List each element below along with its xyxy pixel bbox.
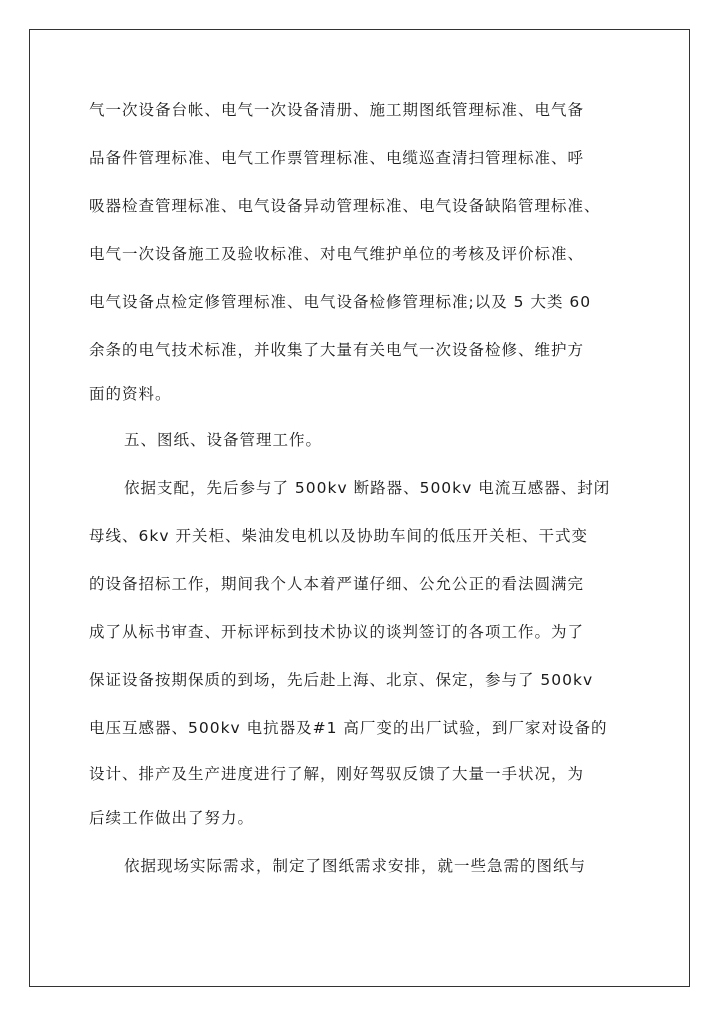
paragraph-start: 依据支配，先后参与了 500kv 断路器、500kv 电流互感器、封闭 <box>124 479 611 497</box>
paragraph-start: 依据现场实际需求，制定了图纸需求安排，就一些急需的图纸与 <box>124 857 587 875</box>
text-line: 成了从标书审查、开标评标到技术协议的谈判签订的各项工作。为了 <box>89 623 585 641</box>
text-line: 吸器检查管理标准、电气设备异动管理标准、电气设备缺陷管理标准、 <box>89 197 601 215</box>
section-heading: 五、图纸、设备管理工作。 <box>124 431 323 449</box>
text-line: 气一次设备台帐、电气一次设备清册、施工期图纸管理标准、电气备 <box>89 101 585 119</box>
text-line: 电压互感器、500kv 电抗器及#1 高厂变的出厂试验，到厂家对设备的 <box>89 719 608 737</box>
text-line: 后续工作做出了努力。 <box>89 809 255 827</box>
text-line: 母线、6kv 开关柜、柴油发电机以及协助车间的低压开关柜、干式变 <box>89 527 588 545</box>
text-line: 余条的电气技术标准，并收集了大量有关电气一次设备检修、维护方 <box>89 341 585 359</box>
text-line: 电气一次设备施工及验收标准、对电气维护单位的考核及评价标准、 <box>89 245 585 263</box>
text-line: 的设备招标工作，期间我个人本着严谨仔细、公允公正的看法圆满完 <box>89 575 585 593</box>
text-line: 设计、排产及生产进度进行了解，刚好驾驭反馈了大量一手状况，为 <box>89 765 585 783</box>
text-line: 电气设备点检定修管理标准、电气设备检修管理标准;以及 5 大类 60 <box>89 293 592 311</box>
text-line: 品备件管理标准、电气工作票管理标准、电缆巡查清扫管理标准、呼 <box>89 149 585 167</box>
text-line: 面的资料。 <box>89 385 172 403</box>
text-line: 保证设备按期保质的到场，先后赴上海、北京、保定，参与了 500kv <box>89 671 594 689</box>
page-border <box>29 29 690 987</box>
